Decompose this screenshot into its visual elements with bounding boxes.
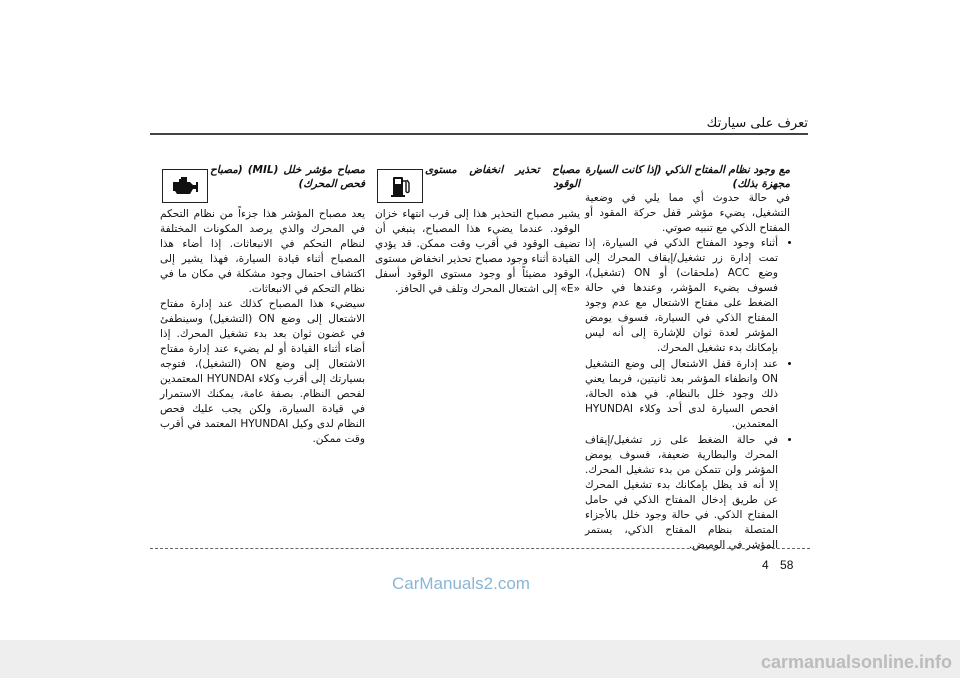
bullet-list bbox=[585, 236, 790, 553]
paragraph: في حالة حدوث أي مما يلي في وضعية التشغيل، يضيء مؤشر قفل حركة المقود أو المفتاح الذكي مع تنبيه صوتي. bbox=[585, 192, 790, 234]
page-number bbox=[762, 558, 793, 572]
column-mil bbox=[160, 163, 365, 447]
list-item: • في حالة الضغط على زر تشغيل/إيقاف المحرك والبطارية ضعيفة، فسوف يومض المؤشر ولن تتمكن من بدء تشغيل المحرك. إلا أنه قد يظل بإمكانك بدء تشغيل المحرك عن طريق إدخال المفتاح الذكي في حامل المفتاح الذكي. في حالة وجود خلل بالأجزاء المتصلة بنظام المفتاح الذكي، يستمر المؤشر في الوميض. bbox=[585, 433, 778, 553]
paragraph: يعد مصباح المؤشر هذا جزءاً من نظام التحكم في المحرك والذي يرصد المكونات المختلفة لنظام التحكم في الانبعاثات. إذا أضاء هذا المصباح أثناء قيادة السيارة، فهذا يشير إلى اكتشاف احتمال وجود مشكلة في مكان ما في نظام التحكم في الانبعاثات. bbox=[160, 208, 365, 295]
header-rule bbox=[150, 133, 808, 135]
footer-dashed-rule bbox=[150, 548, 810, 549]
chapter-number: 4 bbox=[762, 558, 769, 572]
page-number-value: 58 bbox=[780, 558, 794, 572]
paragraph: سيضيء هذا المصباح كذلك عند إدارة مفتاح الاشتعال إلى وضع ON (التشغيل) وسينطفئ في غضون ثوان بعد بدء تشغيل المحرك. إذا أضاء أثناء القيادة أو لم يضيء عند إدارة مفتاح الاشتعال إلى وضع ON (التشغيل)، فتوجه بسيارتك إلى أقرب وكلاء HYUNDAI المعتمدين لفحص النظام. بصفة عامة، يمكنك الاستمرار في قيادة السيارة، ولكن يجب عليك فحص النظام لدى وكيل HYUNDAI المعتمد في أقرب وقت ممكن. bbox=[160, 298, 366, 445]
section-heading: مع وجود نظام المفتاح الذكي (إذا كانت السيارة مجهزة بذلك) bbox=[585, 164, 790, 190]
column-fuel-warning bbox=[375, 163, 580, 297]
list-item: • عند إدارة قفل الاشتعال إلى وضع التشغيل ON وانطفاء المؤشر بعد ثانيتين، فربما يعني ذلك وجود خلل بالنظام. في هذه الحالة، افحص السيارة لدى أحد وكلاء HYUNDAI المعتمدين. bbox=[585, 357, 778, 432]
column-smart-key bbox=[585, 163, 790, 554]
header-title: تعرف على سيارتك bbox=[706, 116, 808, 131]
section-heading: مصباح مؤشر خلل (MIL) (مصباح فحص المحرك) bbox=[210, 164, 365, 190]
list-item: • أثناء وجود المفتاح الذكي في السيارة، إذا تمت إدارة زر تشغيل/إيقاف المحرك إلى وضع ACC (ملحقات) أو ON (تشغيل)، فسوف يضيء المؤشر، وعندها في حالة الضغط على مفتاح الاشتعال مع عدم وجود المفتاح الذكي في السيارة، فسوف يومض المؤشر لعدة ثوان للإشارة إلى أنه ليس بإمكانك بدء تشغيل المحرك. bbox=[585, 236, 778, 356]
section-heading: مصباح تحذير انخفاض مستوى الوقود bbox=[425, 164, 580, 190]
paragraph: يشير مصباح التحذير هذا إلى قرب انتهاء خزان الوقود. عندما يضيء هذا المصباح، ينبغي أن تضيف الوقود في أقرب وقت ممكن. قد يؤدي القيادة أثناء وجود مصباح تحذير انخفاض مستوى الوقود مضيئاً أو وجود مستوى الوقود أسفل «E» إلى اشتعال المحرك وتلف في الحافز. bbox=[375, 208, 580, 295]
watermark-bottom: carmanualsonline.info bbox=[760, 652, 952, 672]
watermark: CarManuals2.com bbox=[392, 574, 530, 593]
